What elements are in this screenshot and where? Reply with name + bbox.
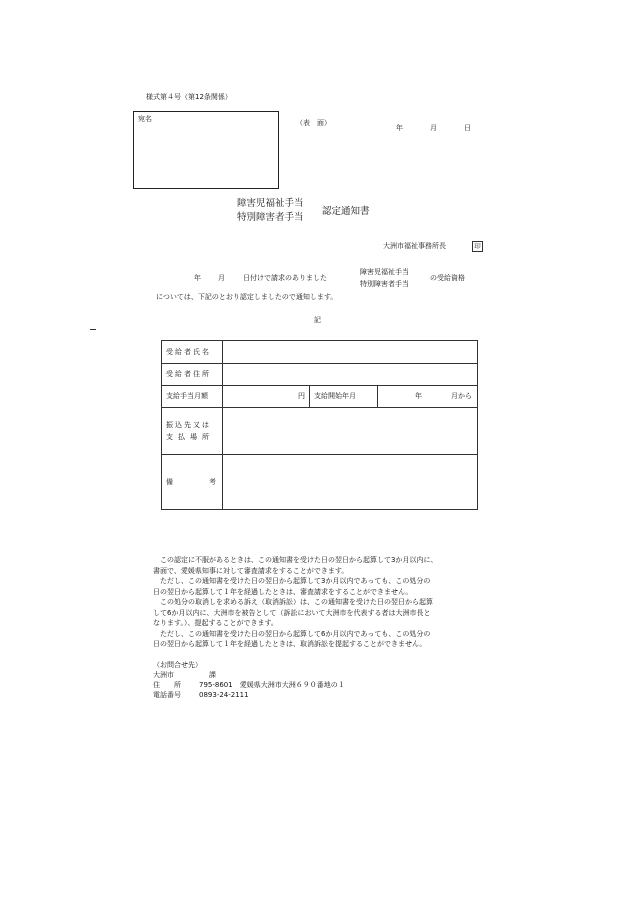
remarks-label bbox=[162, 455, 223, 510]
table-row bbox=[162, 341, 478, 364]
notice-line: なります。）、提起することができます。 bbox=[153, 619, 278, 627]
start-year: 年 bbox=[415, 392, 422, 400]
payment-dest-line-2: 支払場所 bbox=[166, 432, 214, 441]
table-row bbox=[162, 364, 478, 386]
recipient-address-label: 受給者住所 bbox=[162, 364, 223, 386]
title-line-1: 障害児福祉手当 bbox=[237, 198, 304, 209]
contact-address bbox=[153, 680, 345, 690]
title-suffix: 認定通知書 bbox=[322, 206, 370, 217]
monthly-amount-yen: 円 bbox=[223, 386, 310, 408]
intro-allowance-1: 障害児福祉手当 bbox=[360, 268, 409, 276]
recipient-name-value bbox=[223, 341, 478, 364]
contact-tel bbox=[153, 690, 345, 700]
recipient-address-value bbox=[223, 364, 478, 386]
notice-line: 日の翌日から起算して１年を経過したときは、審査請求をすることができません。 bbox=[153, 587, 413, 596]
address-box bbox=[133, 111, 279, 189]
contact-tel-label: 電話番号 bbox=[153, 691, 181, 699]
monthly-amount-label: 支給手当月額 bbox=[162, 386, 223, 408]
start-from: 月から bbox=[451, 392, 472, 400]
intro-text: 日付けで請求のありました bbox=[243, 274, 327, 282]
remarks-value bbox=[223, 455, 478, 510]
start-label: 支給開始年月 bbox=[310, 386, 378, 408]
date-year: 年 bbox=[396, 124, 403, 132]
intro-year: 年 bbox=[194, 274, 201, 282]
issuer: 大洲市福祉事務所長 bbox=[383, 242, 446, 250]
seal-mark: 印 bbox=[472, 241, 483, 252]
date-day: 日 bbox=[464, 124, 471, 132]
address-box-label: 宛名 bbox=[138, 115, 152, 123]
notice-line: 日の翌日から起算して１年を経過したときは、取消訴訟を提起することができません。 bbox=[153, 640, 427, 648]
form-number: 様式第４号（第12条関係） bbox=[146, 93, 232, 101]
intro-line-2: については、下記のとおり認定しましたので通知します。 bbox=[156, 293, 338, 301]
ki-heading: 記 bbox=[314, 316, 321, 324]
notice-line: して6か月以内に、大洲市を被告として（訴訟において大洲市を代表する者は大洲市長と bbox=[153, 608, 431, 617]
start-value bbox=[378, 386, 478, 408]
intro-month: 月 bbox=[218, 274, 225, 282]
intro-text-2: の受給資格 bbox=[430, 274, 465, 282]
notice-line: この処分の取消しを求める訴え（取消訴訟）は、この通知書を受けた日の翌日から起算 bbox=[153, 598, 433, 606]
payment-dest-label bbox=[162, 408, 223, 455]
side-label: （表 面） bbox=[296, 119, 331, 127]
table-row bbox=[162, 386, 478, 408]
contact-address-label: 住 所 bbox=[153, 681, 181, 689]
table-row bbox=[162, 455, 478, 510]
notice-line: ただし、この通知書を受けた日の翌日から起算して3か月以内であっても、この処分の bbox=[153, 577, 431, 585]
margin-mark bbox=[90, 329, 96, 330]
payment-dest-value bbox=[223, 408, 478, 455]
contact-office: 大洲市 課 bbox=[153, 671, 216, 679]
payment-dest-line-1: 振込先又は bbox=[166, 420, 211, 429]
contact-address-value: 795-8601 愛媛県大洲市大洲６９０番地の１ bbox=[199, 681, 345, 689]
table-row bbox=[162, 408, 478, 455]
detail-table bbox=[161, 340, 478, 510]
date-month: 月 bbox=[430, 124, 437, 132]
contact-block bbox=[153, 660, 345, 700]
notice-line: この認定に不服があるときは、この通知書を受けた日の翌日から起算して3か月以内に、 bbox=[153, 556, 438, 564]
notice-text bbox=[153, 555, 493, 650]
notice-line: ただし、この通知書を受けた日の翌日から起算して6か月以内であっても、この処分の bbox=[153, 629, 431, 638]
recipient-name-label: 受給者氏名 bbox=[162, 341, 223, 364]
title-line-2: 特別障害者手当 bbox=[237, 212, 304, 223]
contact-tel-value: 0893-24-2111 bbox=[199, 691, 249, 699]
intro-allowance-2: 特別障害者手当 bbox=[360, 280, 409, 288]
remarks-char-2: 考 bbox=[209, 477, 216, 486]
contact-heading: （お問合せ先） bbox=[153, 661, 202, 669]
remarks-char-1: 備 bbox=[166, 477, 173, 486]
notice-line: 書面で、愛媛県知事に対して審査請求をすることができます。 bbox=[153, 566, 349, 575]
